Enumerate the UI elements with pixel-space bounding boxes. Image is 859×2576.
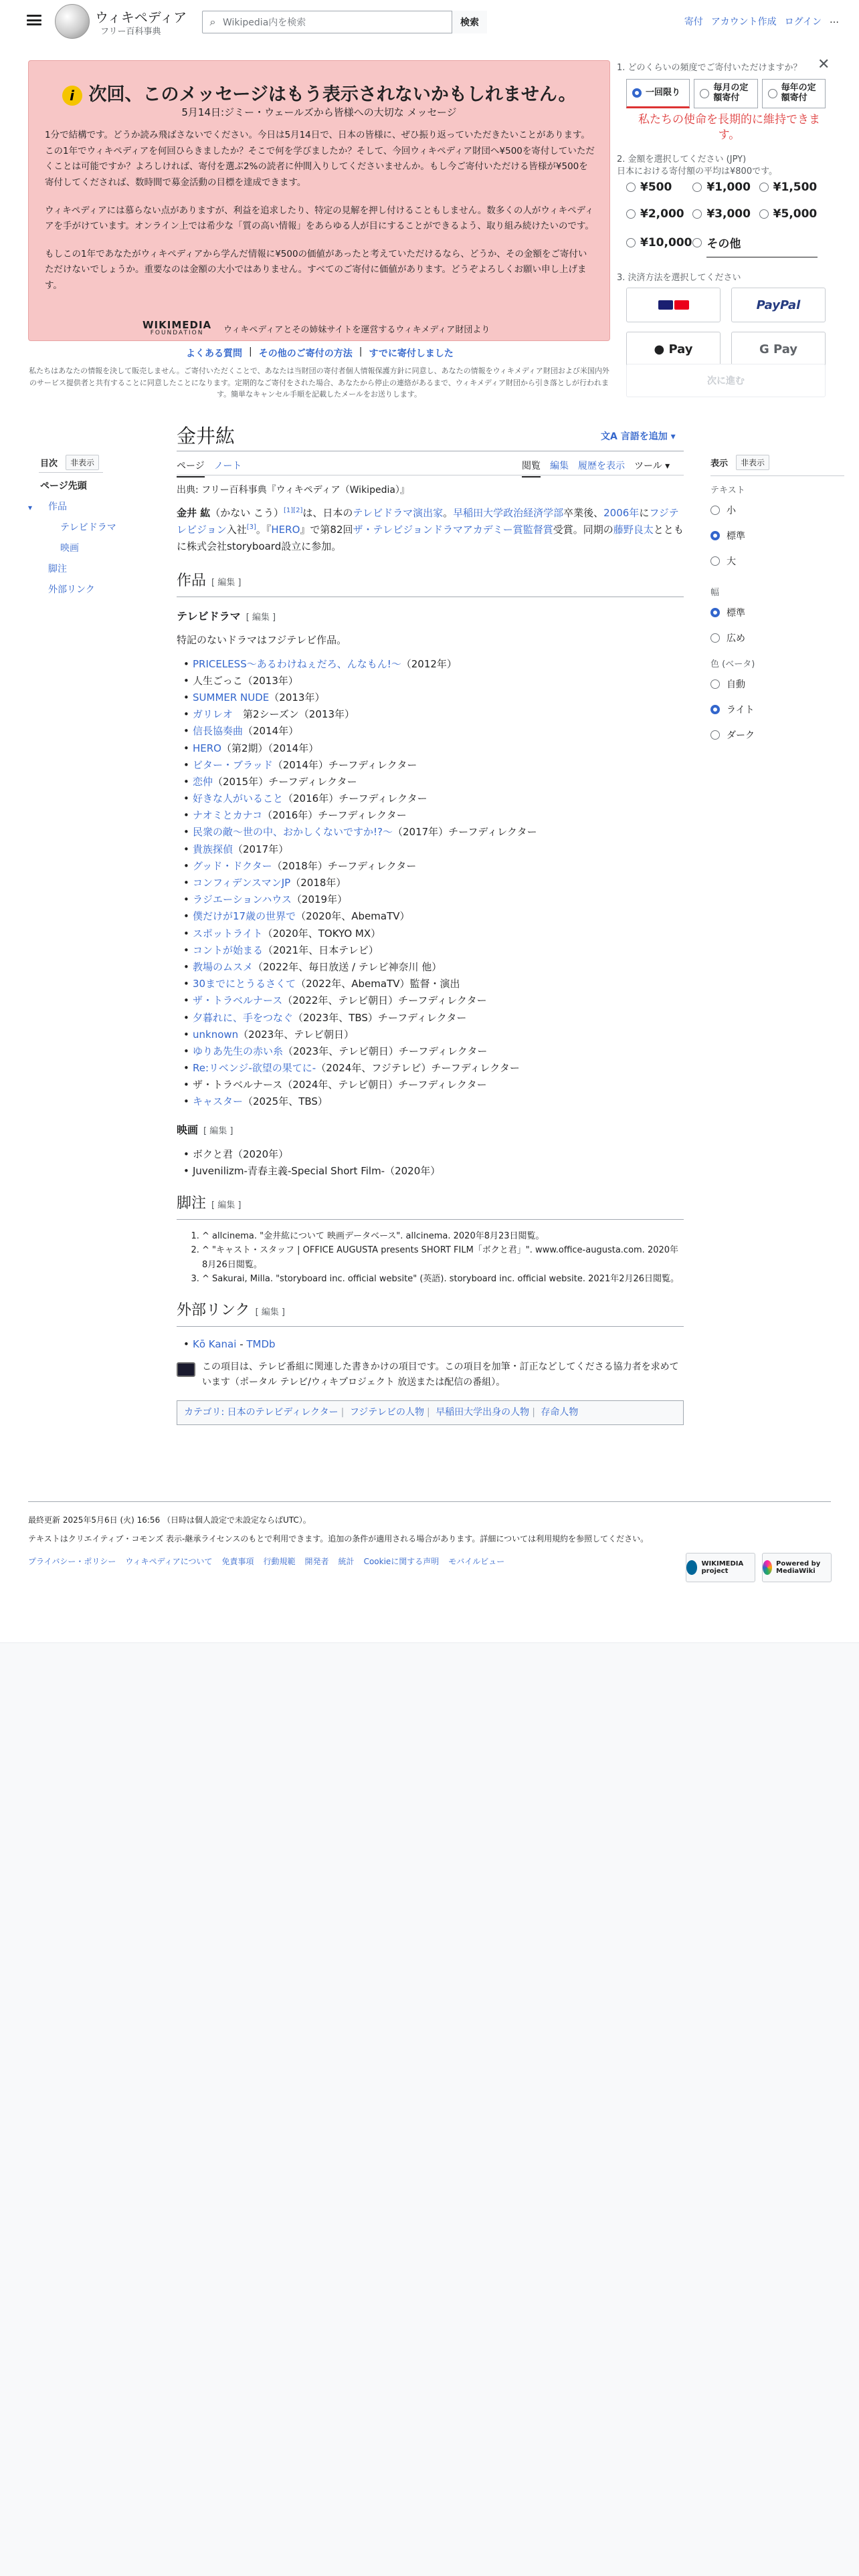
wiki-link[interactable]: 夕暮れに、手をつなぐ [193,1011,294,1024]
footer-links [28,1555,504,1567]
tv-drama-item [177,774,684,790]
mediawiki-icon [763,1560,772,1575]
wiki-link[interactable]: 監督賞 [522,524,553,536]
payment-methods [626,288,826,366]
tv-drama-detail: （2021年、日本テレビ） [263,944,379,956]
tv-drama-item [177,723,684,740]
tv-drama-detail: （2016年）チーフディレクター [283,792,427,805]
divider [28,1501,831,1502]
wiki-link[interactable]: 2006年 [603,507,640,519]
tv-drama-item: • ザ・トラベルナース（2024年、テレビ朝日）チーフディレクター [177,1077,684,1093]
footer-link[interactable]: 開発者 [304,1557,329,1566]
section-heading: 作品 [ 編集 ] [177,569,684,597]
list-item: • ボクと君（2020年） [177,1146,684,1163]
list-item: • Juvenilizm-青春主義-Special Short Film-（2020年） [177,1163,684,1180]
login-link[interactable]: ログイン [784,17,822,27]
tv-drama-item [177,1010,684,1027]
toc-item-top[interactable]: ページ先頭 [40,481,87,492]
tv-drama-detail: （2023年、テレビ朝日）チーフディレクター [283,1045,488,1057]
width-label: 幅 [710,588,720,598]
tv-drama-detail: （2015年）チーフディレクター [213,775,357,788]
tv-drama-item [177,926,684,942]
appearance-header: 表示 非表示 [710,455,844,470]
tv-drama-detail: （2022年、毎日放送 / テレビ神奈川 他） [253,960,442,973]
tv-drama-detail: （2020年、TOKYO MX） [262,927,381,940]
main-menu-button[interactable] [27,13,41,27]
width-standard[interactable]: 標準 [710,606,844,619]
wiki-link[interactable]: コンフィデンスマンJP [193,877,291,889]
tv-drama-item [177,706,684,723]
toc-hide-button[interactable]: 非表示 [66,455,99,470]
radio-icon [632,88,642,98]
wiki-link[interactable]: 民衆の敵〜世の中、おかしくないですか!?〜 [193,826,393,839]
site-tagline: フリー百科事典 [100,27,161,37]
footer-link[interactable]: 統計 [338,1557,355,1566]
info-icon: i [62,86,82,106]
edit-section-link[interactable]: [ 編集 ] [211,1200,242,1210]
frequency-monthly[interactable]: 毎月の定額寄付 [694,79,757,108]
article-content [177,505,684,1425]
banner-paragraph: もしこの1年であなたがウィキペディアから学んだ情報に¥500の価値があったと考えていただけるなら、どうか、その金額をご寄付いただけないでしょうか。重要なのは金額の大小ではありません。すべてのご寄付に価値があります。どうぞよろしくお願い申し上げます。 [45,248,587,291]
wiki-link[interactable]: スポットライト [193,927,263,940]
last-modified: 最終更新 2025年5月6日 (火) 16:56 （日時は個人設定で未設定ならばUTC）。 [28,1515,311,1525]
faq-link[interactable]: よくある質問 [186,348,242,359]
toc-item-tv[interactable]: テレビドラマ [60,522,116,533]
external-link[interactable]: TMDb [246,1337,276,1350]
subsection-heading: テレビドラマ [ 編集 ] [177,609,276,623]
language-icon: 文A [601,431,621,442]
frequency-question: 1. どのくらいの頻度でご寄付いただけますか？ [617,63,802,73]
wiki-link[interactable]: 貴族探偵 [193,843,233,855]
text-size-small[interactable]: 小 [710,504,844,517]
tv-drama-item [177,1060,684,1077]
footer-link[interactable]: 免責事項 [221,1557,254,1566]
tv-drama-detail: （2025年、TBS） [243,1095,328,1108]
banner-body [45,128,595,306]
category-link[interactable]: 存命人物 [541,1406,579,1418]
wiki-link[interactable]: 好きな人がいること [193,792,284,805]
wiki-link[interactable]: SUMMER NUDE [193,691,270,704]
toc-item-works[interactable]: 作品 [48,502,67,512]
tv-drama-item [177,1093,684,1110]
wiki-link[interactable]: グッド・ドクター [193,859,272,872]
tv-drama-item [177,875,684,891]
list-item: • Kō Kanai - TMDb [177,1336,684,1353]
banner-signature: ウィキペディアとその姉妹サイトを運営するウィキメディア財団より [223,324,490,335]
wikipedia-logo-icon[interactable] [55,4,90,39]
reference-item: 2. ^ "キャスト・スタッフ | OFFICE AUGUSTA presents SHORT FILM「ボクと君」". www.office-augusta.com. 2020年8月26日閲覧。 [202,1243,684,1272]
footer-link[interactable]: 行動規範 [263,1557,296,1566]
tab-edit[interactable]: 編集 [550,461,569,471]
tv-drama-item [177,1027,684,1043]
tv-drama-detail: （2013年） [269,691,325,704]
tv-drama-detail: （2017年） [233,843,289,855]
banner-footer [142,320,490,336]
tv-drama-item [177,807,684,824]
amount-option[interactable]: ¥5,000 [759,207,826,221]
footer-link[interactable]: Cookieに関する声明 [363,1557,440,1566]
wiki-link[interactable]: ビター・ブラッド [193,758,273,771]
paypal-button[interactable]: PayPal [731,288,826,322]
amount-option[interactable]: ¥1,000 [692,181,759,194]
banner-heading-text: 次回、このメッセージはもう表示されないかもしれません。 [88,84,577,105]
tv-drama-detail: （2023年、TBS）チーフディレクター [293,1011,467,1024]
amount-question: 2. 金額を選択してください (JPY) 日本における寄付額の平均は¥800です。 [617,154,778,177]
divider [39,472,103,473]
tv-drama-item [177,858,684,875]
credit-card-button[interactable] [626,288,721,322]
wiki-link[interactable]: 信長協奏曲 [193,725,244,738]
tv-drama-detail: 第2シーズン（2013年） [233,708,355,721]
lead-paragraph: 金井 紘（かない こう）[1][2]は、日本のテレビドラマ演出家。早稲田大学政治経済学部卒業後、2006年にフジテレビジョン入社[3]。『HERO』で第82回ザ・テレビジョンドラマアカデミー賞監督賞受賞。同期の藤野良太とともに株式会社storyboard設立に参加。 [177,507,684,553]
wiki-link[interactable]: 早稲田大学政治経済学部 [453,507,564,519]
page-background [0,1642,859,2576]
amount-option[interactable]: ¥1,500 [759,181,826,194]
tv-drama-detail: （2024年、フジテレビ）チーフディレクター [316,1062,520,1075]
amount-option[interactable]: ¥500 [626,181,692,194]
wiki-link[interactable]: ゆりあ先生の赤い糸 [193,1045,284,1057]
film-list [177,1146,684,1180]
tv-drama-item [177,689,684,706]
television-icon [177,1362,195,1377]
wiki-link[interactable]: テレビドラマ演出家 [353,507,444,519]
wikimedia-icon [686,1560,697,1575]
wiki-link[interactable]: ザ・テレビジョンドラマアカデミー賞 [353,524,523,536]
reference-item: 3. ^ Sakurai, Milla. "storyboard inc. official website" (英語). storyboard inc. official website. 2021年2月26日閲覧。 [202,1272,684,1286]
wiki-link[interactable]: ナオミとカナコ [193,809,263,822]
tv-drama-detail: （2018年）チーフディレクター [272,859,417,872]
wiki-link[interactable]: ザ・トラベルナース [193,994,283,1007]
reference-link[interactable]: [1][2] [284,507,303,514]
wiki-link[interactable]: 恋仲 [193,775,213,788]
subsection-heading: 映画 [ 編集 ] [177,1123,233,1136]
search-input[interactable]: Wikipedia内を検索 [223,17,306,28]
tv-drama-item [177,757,684,774]
search-icon: ⌕ [209,15,216,28]
more-icon[interactable]: … [830,15,839,25]
wiki-link[interactable]: 30までにとうるさくて [193,978,296,990]
close-icon[interactable]: ✕ [818,56,830,73]
tab-page[interactable]: ページ [177,459,205,477]
toc-item-links[interactable]: 外部リンク [48,584,95,595]
tv-drama-item [177,824,684,841]
search-button[interactable]: 検索 [452,11,487,33]
color-dark[interactable]: ダーク [710,728,844,742]
edit-section-link[interactable]: [ 編集 ] [203,1125,233,1136]
tv-drama-item [177,976,684,992]
tv-drama-item [177,891,684,908]
tv-drama-detail: （2016年）チーフディレクター [262,809,407,822]
banner-links: よくある質問 | その他のご寄付の方法 | すでに寄付しました [186,346,454,359]
tv-drama-list [177,656,684,1111]
tv-drama-item [177,908,684,925]
category-link[interactable]: フジテレビの人物 [349,1406,425,1418]
tv-drama-detail: （2020年、AbemaTV） [296,910,410,923]
banner-heading [29,80,609,106]
license-text: テキストはクリエイティブ・コモンズ 表示-継承ライセンスのもとで利用できます。追加の条件が適用される場合があります。詳細については利用規約を参照してください。 [28,1534,649,1543]
external-links-list [177,1336,684,1353]
tv-drama-item [177,942,684,959]
tab-history[interactable]: 履歴を表示 [578,461,625,471]
radio-icon [700,89,709,98]
text-size-standard[interactable]: 標準 [710,529,844,542]
amount-options [626,181,826,251]
frequency-yearly[interactable]: 毎年の定額寄付 [762,79,826,108]
wiki-link[interactable]: Re:リベンジ-欲望の果てに- [193,1062,316,1075]
wikimedia-foundation-logo: WIKIMEDIA FOUNDATION [142,319,212,336]
edit-section-link[interactable]: [ 編集 ] [255,1307,285,1317]
edit-section-link[interactable]: [ 編集 ] [211,577,242,588]
wiki-link[interactable]: 僕だけが17歳の世界で [193,910,296,923]
tv-drama-detail: （2023年、テレビ朝日） [238,1028,355,1041]
tv-drama-item [177,656,684,673]
tv-drama-item: • 人生ごっこ（2013年） [177,673,684,689]
search-box[interactable] [202,11,487,33]
tools-menu[interactable]: ツール ▾ [634,461,670,471]
frequency-options [626,79,826,108]
google-pay-button[interactable]: G Pay [731,332,826,366]
tab-talk[interactable]: ノート [213,461,242,471]
category-link[interactable]: 日本のテレビディレクター [227,1406,339,1418]
tv-drama-detail: （2022年、AbemaTV）監督・演出 [296,978,460,990]
radio-icon [768,89,777,98]
color-auto[interactable]: 自動 [710,677,844,691]
external-link[interactable]: Kō Kanai [193,1337,237,1350]
tv-drama-detail: （2019年） [291,893,348,906]
wiki-link[interactable]: ラジエーションハウス [193,893,292,906]
already-donated-link[interactable]: すでに寄付しました [369,348,454,359]
amount-option[interactable]: ¥3,000 [692,207,759,221]
personal-tools [684,15,839,28]
tv-drama-item [177,841,684,858]
tv-drama-item [177,1043,684,1060]
apple-pay-button[interactable]: ● Pay [626,332,721,366]
references-list [177,1229,684,1287]
wiki-link[interactable]: ガリレオ [193,708,233,721]
section-heading: 外部リンク [ 編集 ] [177,1299,684,1327]
reference-link[interactable]: [3] [246,524,256,532]
reference-item: 1. ^ allcinema. "金井紘について 映画データベース". allcinema. 2020年8月23日閲覧。 [202,1229,684,1243]
color-light[interactable]: ライト [710,703,844,716]
tv-drama-item [177,740,684,757]
frequency-once[interactable]: 一回限り [626,79,690,108]
continue-button[interactable]: 次に進む [626,364,826,397]
toc-item-film[interactable]: 映画 [60,543,79,554]
category-link[interactable]: 早稲田大学出身の人物 [436,1406,530,1418]
wiki-link[interactable]: キャスター [193,1095,244,1108]
donation-legal-text: 私たちはあなたの情報を決して販売しません。ご寄付いただくことで、あなたは当財団の寄付者個人情報保護方針に同意し、あなたの情報をウィキメディア財団および米国内外のサービス提供者と共有することに同意したことになります。定期的なご寄付をされた場合、あなたから停止の連絡があるまで、ウィキメディア財団から引き落としが行われます。簡単なキャンセル手順を記載したメールをお送りします。 [29,366,609,399]
footer-link[interactable]: プライバシー・ポリシー [28,1557,116,1566]
banner-subheading: 5月14日:ジミー・ウェールズから皆様への大切な メッセージ [181,106,457,118]
other-ways-link[interactable]: その他のご寄付の方法 [258,348,353,359]
text-size-large[interactable]: 大 [710,554,844,568]
footer-badges [686,1553,832,1582]
tv-drama-item [177,959,684,976]
banner-paragraph: ウィキペディアには慕らない点がありますが、利益を追求したり、特定の見解を押し付けることもしません。数多くの人がウィキペディアを手がけています。オンライン上では希少な「質の高い情報」をあらゆる人が目にすることができるよう、取り組み続けたいのです。 [45,205,594,232]
tv-drama-item [177,790,684,807]
stub-text: この項目は、テレビ番組に関連した書きかけの項目です。この項目を加筆・訂正などしてくださる協力者を求めています（ポータル テレビ/ウィキプロジェクト 放送または配信の番組）。 [202,1361,679,1388]
page-title: 金井紘 [177,425,235,447]
text-size-label: テキスト [710,486,745,496]
category-box: カテゴリ: 日本のテレビディレクター | フジテレビの人物 | 早稲田大学出身の人物 | 存命人物 [177,1400,684,1426]
tv-note: 特記のないドラマはフジテレビ作品。 [177,634,347,647]
footer-link[interactable]: ウィキペディアについて [125,1557,213,1566]
wikimedia-badge[interactable]: WIKIMEDIA project [686,1553,755,1582]
tv-drama-detail: （2012年） [401,657,457,670]
banner-paragraph: 1分で結構です。どうか読み飛ばさないでください。今日は5月14日で、日本の皆様に、ぜひ振り返っていただきたいことがあります。この1年でウィキペディアを何回ひらきましたか？そこで何を学びましたか？そして、今回ウィキペディア財団へ¥500を寄付していただくことは可能ですか？よろしければ、寄付を選ぶ2%の読者に仲間入りしてくださいませんか。もし今ご寄付いただける皆様が¥500を寄付してくだされば、数時間で募金活動の目標を達成できます。 [45,130,595,188]
appearance-hide-button[interactable]: 非表示 [736,455,769,470]
wiki-link[interactable]: 藤野良太 [613,524,654,536]
frequency-warning: 私たちの使命を長期的に維持できます。 [638,113,820,142]
fundraising-banner [28,60,610,341]
wiki-link[interactable]: unknown [193,1028,239,1041]
footer-link[interactable]: モバイルビュー [448,1557,505,1566]
stub-notice [177,1360,684,1391]
amount-option[interactable]: ¥10,000 [626,234,692,251]
apple-icon: ● [654,342,669,356]
tv-drama-detail: （2022年、テレビ朝日）チーフディレクター [282,994,487,1007]
tv-drama-detail: （2014年）チーフディレクター [272,758,417,771]
amount-option[interactable]: ¥2,000 [626,207,692,221]
width-wide[interactable]: 広め [710,631,844,645]
amount-other[interactable]: その他 [692,234,759,251]
site-subtitle: 出典: フリー百科事典『ウィキペディア（Wikipedia）』 [177,485,409,496]
chevron-down-icon[interactable]: ▾ [28,503,33,512]
tv-drama-detail: （第2期）（2014年） [221,742,319,754]
tv-drama-item [177,992,684,1009]
categories-link[interactable]: カテゴリ: [184,1406,225,1418]
site-title[interactable]: ウィキペディア [95,9,187,25]
create-account-link[interactable]: アカウント作成 [710,17,777,27]
tv-drama-detail: （2017年）チーフディレクター [392,826,537,839]
wiki-link[interactable]: コントが始まる [193,944,264,956]
tv-drama-detail: （2014年） [243,725,299,738]
wiki-link[interactable]: フジテレビジョン [177,507,679,536]
payment-question: 3. 決済方法を選択してください [617,273,741,283]
toc-item-notes[interactable]: 脚注 [48,564,67,574]
wiki-link[interactable]: HERO [193,742,221,754]
tab-read[interactable]: 閲覧 [522,459,541,477]
edit-section-link[interactable]: [ 編集 ] [246,612,276,623]
wiki-link[interactable]: 教場のムスメ [193,960,254,973]
mediawiki-badge[interactable]: Powered by MediaWiki [762,1553,832,1582]
wiki-link[interactable]: PRICELESS〜あるわけねぇだろ、んなもん!〜 [193,657,401,670]
table-of-contents [40,481,116,606]
section-heading: 脚注 [ 編集 ] [177,1192,684,1220]
add-languages-button[interactable]: 文A 言語を追加 ▾ [601,431,676,442]
toc-header: 目次 非表示 [40,455,99,470]
color-label: 色 (ベータ) [710,659,755,669]
wiki-link[interactable]: HERO [271,524,300,536]
appearance-panel [710,455,844,754]
donate-link[interactable]: 寄付 [684,17,703,27]
tv-drama-detail: （2018年） [290,877,347,889]
